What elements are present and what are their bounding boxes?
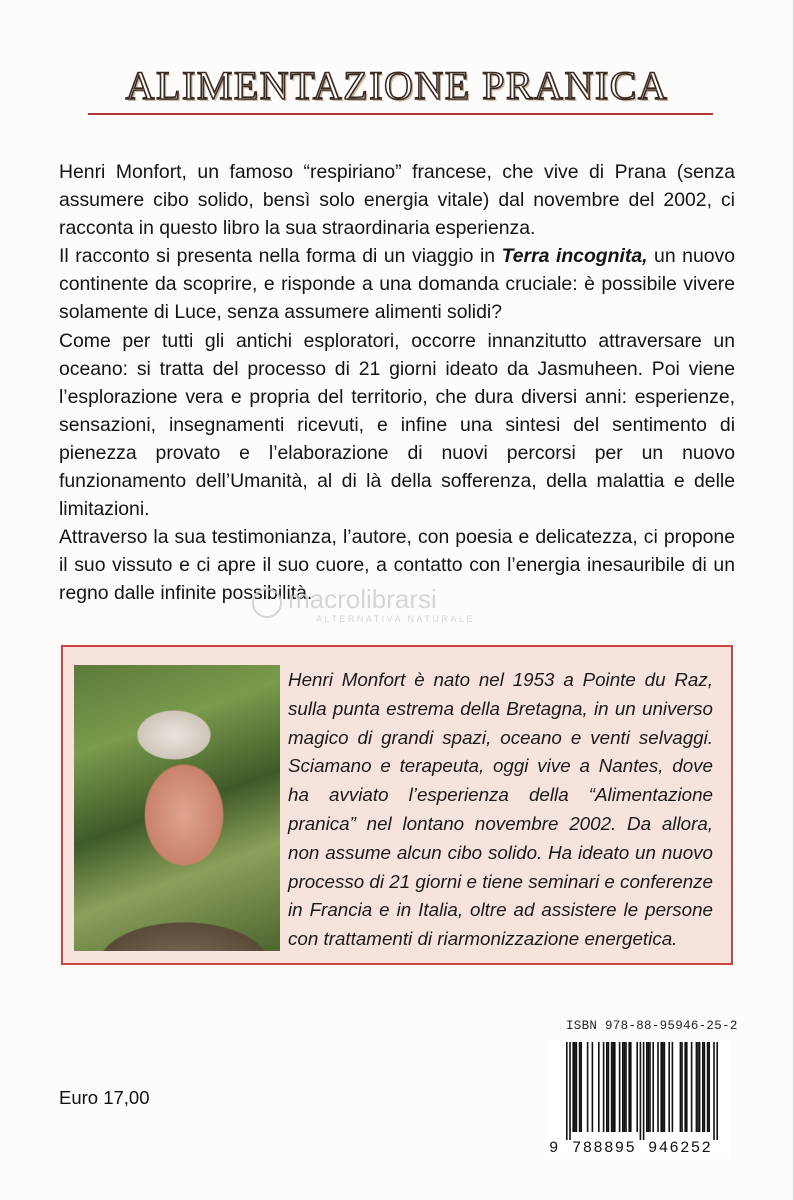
barcode-bar (625, 1042, 627, 1132)
ean-barcode (548, 1040, 730, 1158)
barcode-bar (660, 1042, 662, 1132)
author-bio-box (61, 645, 733, 965)
barcode-bar (628, 1042, 630, 1132)
author-bio-text: Henri Monfort è nato nel 1953 a Pointe du Raz, sulla punta estrema della Bretagna, in un universo magico di grandi spazi, oceano e venti selvaggi. Sciamano e terapeuta, oggi vive a Nantes, dove ha avviato l’esperienza della “Alimentazione pranica” nel lontano novembre 2002. Da allora, non assume alcun cibo solido. Ha ideato un nuovo processo di 21 giorni e tiene seminari e conferenze in Francia e in Italia, oltre ad assistere le persone con trattamenti di riarmonizzazione energetica. (288, 669, 713, 950)
barcode-bar (699, 1042, 701, 1132)
blurb-paragraph-4-text: Attraverso la sua testimonianza, l’autore, con poesia e delicatezza, ci propone il suo vissuto e ci apre il suo cuore, a contatto con l’energia inesauribile di un regno dalle infinite possibilità. (59, 526, 735, 605)
barcode-bar (579, 1042, 581, 1132)
watermark-tagline: ALTERNATIVA NATURALE (316, 614, 475, 624)
barcode-bar (576, 1042, 578, 1132)
barcode-bar (672, 1042, 674, 1132)
barcode-bar (646, 1042, 648, 1132)
barcode-bar (592, 1042, 594, 1132)
barcode-bar (574, 1042, 576, 1132)
barcode-bar (612, 1042, 614, 1132)
barcode-bar (614, 1042, 616, 1132)
blurb (59, 158, 735, 608)
barcode-bar (716, 1042, 718, 1140)
barcode-bar (708, 1042, 710, 1132)
barcode-bar (648, 1042, 650, 1132)
barcode-bar (611, 1042, 613, 1132)
blurb-paragraph-2-text-a: Il racconto si presenta nella forma di un viaggio in (59, 245, 502, 268)
barcode-bar (587, 1042, 589, 1132)
watermark-logo-icon (252, 588, 282, 618)
barcode-bar (580, 1042, 582, 1132)
barcode-bar (697, 1042, 699, 1132)
barcode-bar (657, 1042, 659, 1132)
barcode-bar (640, 1042, 642, 1140)
barcode-bar (606, 1042, 608, 1132)
price: Euro 17,00 (59, 1087, 150, 1108)
barcode-bar (686, 1042, 688, 1132)
barcode-bar (572, 1042, 574, 1132)
barcode-bar (630, 1042, 632, 1132)
blurb-paragraph-1-text: Henri Monfort, un famoso “respiriano” francese, che vive di Prana (senza assumere cibo solido, bensì solo energia vitale) dal novembre del 2002, ci racconta in questo libro la sua straordinaria esperienza. (59, 161, 735, 240)
barcode-right-group: 946252 (648, 1139, 713, 1157)
barcode-bar (681, 1042, 683, 1132)
barcode-bar (566, 1042, 568, 1140)
blurb-emphasis: Terra incognita, (501, 245, 648, 268)
blurb-paragraph-2 (59, 242, 735, 326)
barcode-bar (608, 1042, 610, 1132)
barcode-bar (707, 1042, 709, 1132)
barcode-bar (704, 1042, 706, 1132)
barcode-bar (662, 1042, 664, 1132)
author-photo (74, 665, 280, 951)
barcode-bar (652, 1042, 654, 1132)
barcode-first-digit: 9 (549, 1139, 559, 1157)
barcode-bar (713, 1042, 715, 1140)
barcode-bar (691, 1042, 693, 1132)
barcode-bar (619, 1042, 621, 1132)
title-underline (88, 113, 713, 115)
barcode-bar (598, 1042, 600, 1132)
barcode-bar (702, 1042, 704, 1132)
barcode-bar (624, 1042, 626, 1132)
barcode-digits (548, 1139, 730, 1157)
barcode-bar (696, 1042, 698, 1132)
blurb-paragraph-1 (59, 158, 735, 242)
barcode-bar (643, 1042, 645, 1140)
barcode-bar (636, 1042, 638, 1132)
barcode-bar (649, 1042, 651, 1132)
barcode-bar (622, 1042, 624, 1132)
barcode-bar (680, 1042, 682, 1132)
barcode-bars (548, 1040, 730, 1140)
isbn-label: ISBN 978-88-95946-25-2 (566, 1019, 738, 1033)
blurb-paragraph-2-text-b: un nuovo continente da scoprire, e risponde a una domanda cruciale: è possibile vivere solamente di Luce, senza assumere alimenti solidi? (59, 245, 735, 324)
barcode-bar (664, 1042, 666, 1132)
barcode-bar (603, 1042, 605, 1132)
watermark-name: macrolibrarsi (288, 584, 437, 614)
publisher-watermark (252, 584, 552, 624)
barcode-left-group: 788895 (572, 1139, 637, 1157)
book-title: ALIMENTAZIONE PRANICA (125, 63, 669, 108)
blurb-paragraph-3-text: Come per tutti gli antichi esploratori, occorre innanzitutto attraversare un oceano: si tratta del processo di 21 giorni ideato da Jasmuheen. Poi viene l’esplorazione vera e propria del territorio, che dura diversi anni: esperienze, sensazioni, insegnamenti ricevuti, e infine una sintesi del sentimento di pienezza provato e l’elaborazione di nuovi percorsi per un nuovo funzionamento dell’Umanità, al di là della sofferenza, della malattia e delle limitazioni. (59, 329, 735, 521)
barcode-bar (684, 1042, 686, 1132)
barcode-bar (569, 1042, 571, 1140)
barcode-bar (668, 1042, 670, 1132)
blurb-paragraph-3 (59, 327, 735, 524)
